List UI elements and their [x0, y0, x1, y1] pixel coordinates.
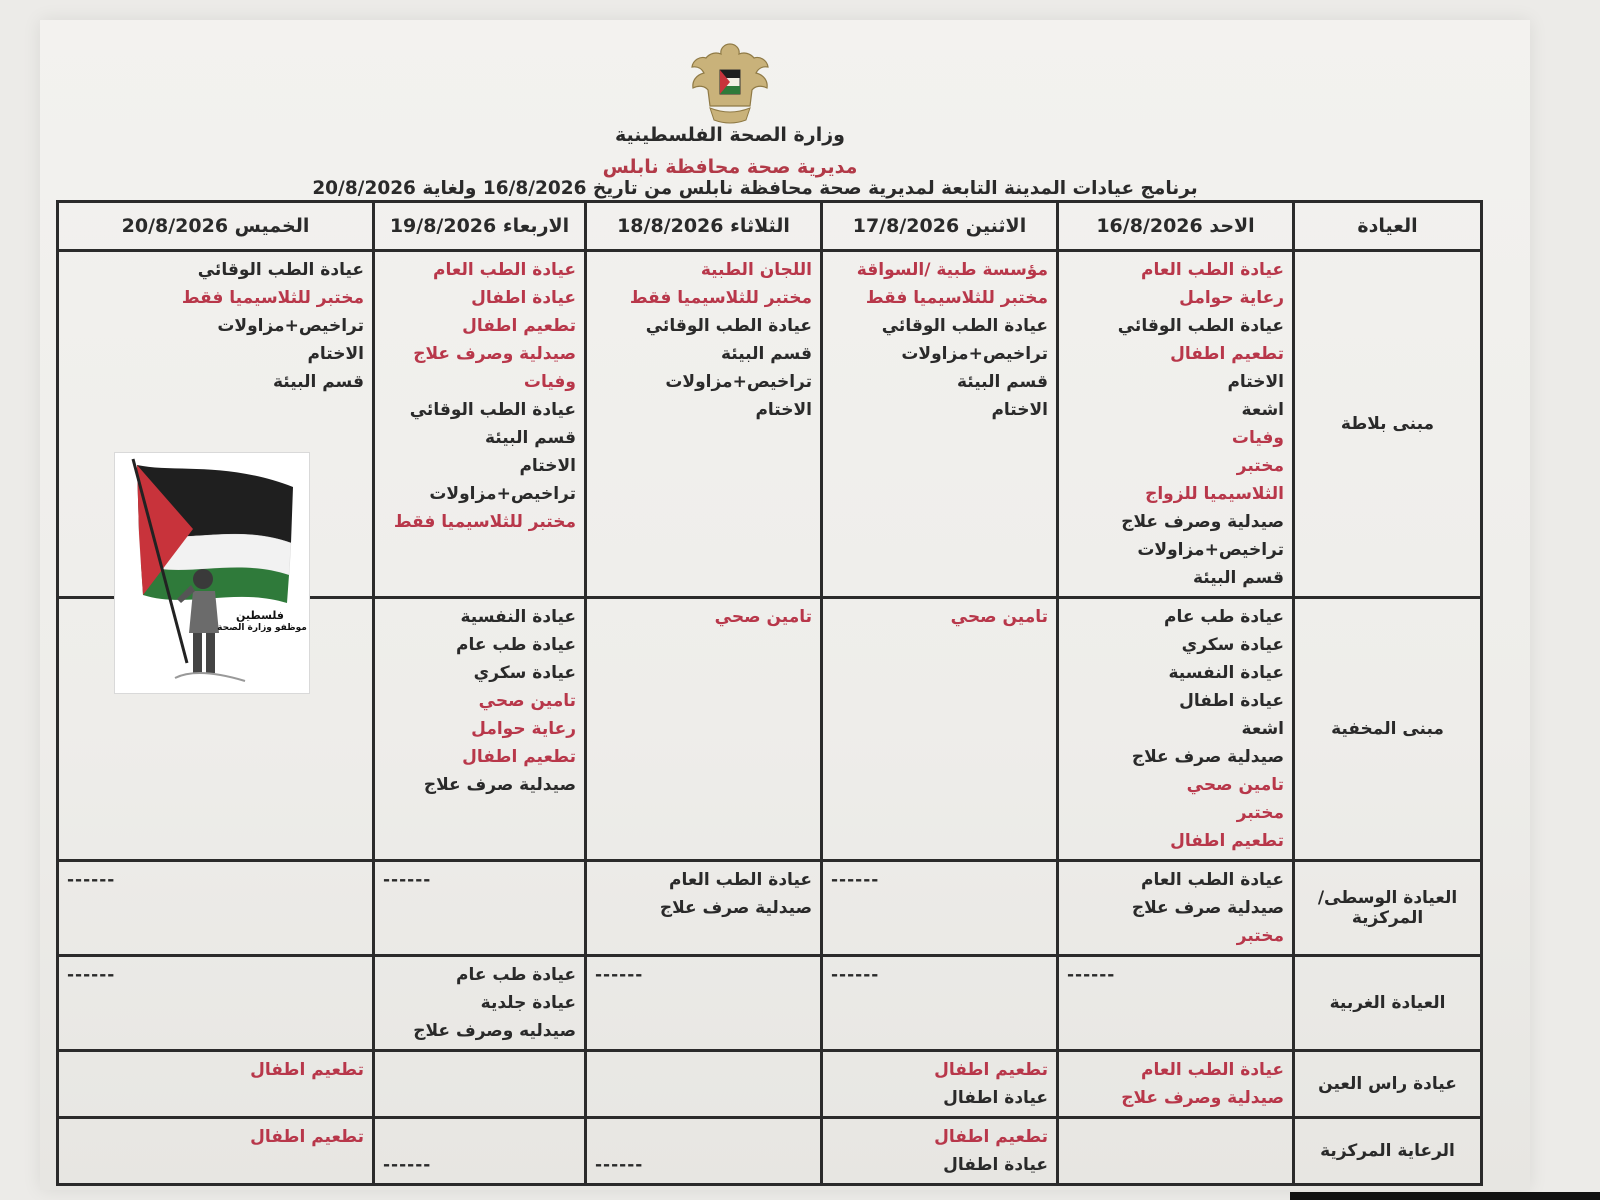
service-item: وفيات: [523, 372, 576, 392]
schedule-cell: [822, 956, 1058, 1051]
service-item: عيادة الطب العام: [433, 260, 576, 280]
service-item: عيادة النفسية: [460, 607, 576, 627]
service-item: صيدلية وصرف علاج: [413, 344, 576, 364]
table-row: [58, 1118, 1482, 1185]
service-item: مختبر: [1236, 926, 1284, 946]
service-item: صيدليه وصرف علاج: [413, 1021, 576, 1041]
service-item: عيادة الطب الوقائي: [197, 260, 364, 280]
palestine-flag-poster: [114, 452, 310, 694]
service-item: عيادة الطب العام: [1141, 870, 1284, 890]
service-item: الاختام: [755, 400, 812, 420]
service-item: عيادة الطب الوقائي: [645, 316, 812, 336]
service-item: مختبر: [1236, 803, 1284, 823]
day-header: الاربعاء 19/8/2026: [374, 202, 586, 251]
service-item: صيدلية صرف علاج: [423, 775, 576, 795]
service-item: تامين صحي: [950, 607, 1048, 627]
clinic-name-cell: العيادة الغربية: [1294, 956, 1482, 1051]
schedule-cell: [374, 1118, 586, 1185]
empty-cell-dash: ------: [831, 870, 880, 890]
schedule-cell: [374, 956, 586, 1051]
program-title: برنامج عيادات المدينة التابعة لمديرية صحة محافظة نابلس من تاريخ 16/8/2026 ولغاية 20/8/2026: [312, 178, 1198, 199]
service-item: عيادة النفسية: [1168, 663, 1284, 683]
service-item: عيادة اطفال: [1179, 691, 1284, 711]
service-item: عيادة الطب الوقائي: [1117, 316, 1284, 336]
service-item: تامين صحي: [1186, 775, 1284, 795]
empty-cell-dash: ------: [831, 965, 880, 985]
poster-caption-staff: موظفو وزارة الصحة: [217, 623, 307, 633]
schedule-cell: [374, 861, 586, 956]
service-item: وفيات: [1231, 428, 1284, 448]
service-item: صيدلية صرف علاج: [1131, 747, 1284, 767]
service-item: اشعة: [1241, 719, 1284, 739]
service-item: اللجان الطبية: [700, 260, 812, 280]
clinic-name-cell: مبنى المخفية: [1294, 598, 1482, 861]
service-item: عيادة الطب الوقائي: [881, 316, 1048, 336]
service-item: عيادة الطب العام: [1141, 260, 1284, 280]
service-item: عيادة طب عام: [456, 635, 576, 655]
service-item: عيادة الطب العام: [669, 870, 812, 890]
poster-caption-palestine: فلسطين: [236, 609, 284, 622]
service-item: الثلاسيميا للزواج: [1145, 484, 1284, 504]
empty-cell-dash: ------: [67, 870, 116, 890]
schedule-cell: [58, 1118, 374, 1185]
service-item: الاختام: [1227, 372, 1284, 392]
empty-cell-dash: ------: [595, 965, 644, 985]
empty-cell-dash: ------: [67, 965, 116, 985]
service-item: صيدلية صرف علاج: [659, 898, 812, 918]
directorate-title: مديرية صحة محافظة نابلس: [602, 156, 858, 178]
service-item: تراخيص+مزاولات: [217, 316, 364, 336]
schedule-cell: [822, 1118, 1058, 1185]
ministry-title: وزارة الصحة الفلسطينية: [615, 124, 845, 146]
service-item: قسم البيئة: [956, 372, 1048, 392]
schedule-cell: [1058, 251, 1294, 598]
service-item: قسم البيئة: [1192, 568, 1284, 588]
schedule-cell: [1058, 1118, 1294, 1185]
schedule-cell: [1058, 956, 1294, 1051]
service-item: صيدلية وصرف علاج: [1121, 512, 1284, 532]
table-header-row: [58, 202, 1482, 251]
schedule-cell: [822, 861, 1058, 956]
flag-boy-illustration-icon: [115, 453, 309, 693]
clinic-name-cell: العيادة الوسطى/المركزية: [1294, 861, 1482, 956]
service-item: تراخيص+مزاولات: [1137, 540, 1284, 560]
service-item: عيادة جلدية: [480, 993, 576, 1013]
service-item: عيادة سكري: [473, 663, 576, 683]
service-item: صيدلية صرف علاج: [1131, 898, 1284, 918]
clinic-name-cell: الرعاية المركزية: [1294, 1118, 1482, 1185]
service-item: تطعيم اطفال: [1170, 831, 1284, 851]
schedule-cell: [586, 251, 822, 598]
clinic-name-cell: مبنى بلاطة: [1294, 251, 1482, 598]
day-header: الخميس 20/8/2026: [58, 202, 374, 251]
day-header: الثلاثاء 18/8/2026: [586, 202, 822, 251]
service-item: صيدلية وصرف علاج: [1121, 1088, 1284, 1108]
schedule-cell: [374, 251, 586, 598]
table-row: [58, 956, 1482, 1051]
service-item: مختبر للثلاسيميا فقط: [865, 288, 1048, 308]
clinic-column-header: العيادة: [1294, 202, 1482, 251]
service-item: قسم البيئة: [720, 344, 812, 364]
schedule-cell: [586, 1051, 822, 1118]
service-item: عيادة الطب العام: [1141, 1060, 1284, 1080]
service-item: عيادة طب عام: [456, 965, 576, 985]
schedule-cell: [58, 1051, 374, 1118]
service-item: عيادة اطفال: [943, 1088, 1048, 1108]
service-item: تامين صحي: [714, 607, 812, 627]
service-item: عيادة الطب الوقائي: [409, 400, 576, 420]
service-item: الاختام: [519, 456, 576, 476]
service-item: تامين صحي: [478, 691, 576, 711]
service-item: عيادة اطفال: [471, 288, 576, 308]
schedule-cell: [586, 956, 822, 1051]
service-item: عيادة سكري: [1181, 635, 1284, 655]
empty-cell-dash: ------: [1067, 965, 1116, 985]
service-item: اشعة: [1241, 400, 1284, 420]
schedule-cell: [58, 956, 374, 1051]
service-item: رعاية حوامل: [1179, 288, 1284, 308]
service-item: تطعيم اطفال: [934, 1127, 1048, 1147]
service-item: تراخيص+مزاولات: [901, 344, 1048, 364]
service-item: مختبر للثلاسيميا فقط: [181, 288, 364, 308]
service-item: عيادة اطفال: [943, 1155, 1048, 1175]
service-item: تطعيم اطفال: [462, 316, 576, 336]
service-item: تطعيم اطفال: [1170, 344, 1284, 364]
service-item: مختبر للثلاسيميا فقط: [393, 512, 576, 532]
service-item: قسم البيئة: [484, 428, 576, 448]
schedule-cell: [374, 598, 586, 861]
service-item: الاختام: [991, 400, 1048, 420]
day-header: الاحد 16/8/2026: [1058, 202, 1294, 251]
palestine-emblem-icon: [680, 36, 780, 128]
schedule-cell: [58, 861, 374, 956]
service-item: مختبر: [1236, 456, 1284, 476]
schedule-cell: [586, 598, 822, 861]
table-row: [58, 861, 1482, 956]
empty-cell-dash: ------: [383, 1155, 432, 1175]
empty-cell-dash: ------: [595, 1155, 644, 1175]
table-row: [58, 1051, 1482, 1118]
service-item: تراخيص+مزاولات: [429, 484, 576, 504]
schedule-cell: [1058, 1051, 1294, 1118]
schedule-cell: [1058, 861, 1294, 956]
service-item: رعاية حوامل: [471, 719, 576, 739]
service-item: الاختام: [307, 344, 364, 364]
empty-cell-dash: ------: [383, 870, 432, 890]
service-item: مختبر للثلاسيميا فقط: [629, 288, 812, 308]
service-item: تطعيم اطفال: [250, 1127, 364, 1147]
schedule-cell: [586, 861, 822, 956]
clinic-name-cell: عيادة راس العين: [1294, 1051, 1482, 1118]
service-item: تطعيم اطفال: [462, 747, 576, 767]
schedule-cell: [586, 1118, 822, 1185]
schedule-cell: [822, 1051, 1058, 1118]
service-item: عيادة طب عام: [1164, 607, 1284, 627]
corner-black-bar: [1290, 1192, 1600, 1200]
service-item: تطعيم اطفال: [250, 1060, 364, 1080]
schedule-cell: [822, 251, 1058, 598]
service-item: مؤسسة طبية /السواقة: [856, 260, 1048, 280]
day-header: الاثنين 17/8/2026: [822, 202, 1058, 251]
schedule-cell: [1058, 598, 1294, 861]
service-item: تطعيم اطفال: [934, 1060, 1048, 1080]
service-item: تراخيص+مزاولات: [665, 372, 812, 392]
schedule-cell: [374, 1051, 586, 1118]
schedule-cell: [822, 598, 1058, 861]
service-item: قسم البيئة: [272, 372, 364, 392]
